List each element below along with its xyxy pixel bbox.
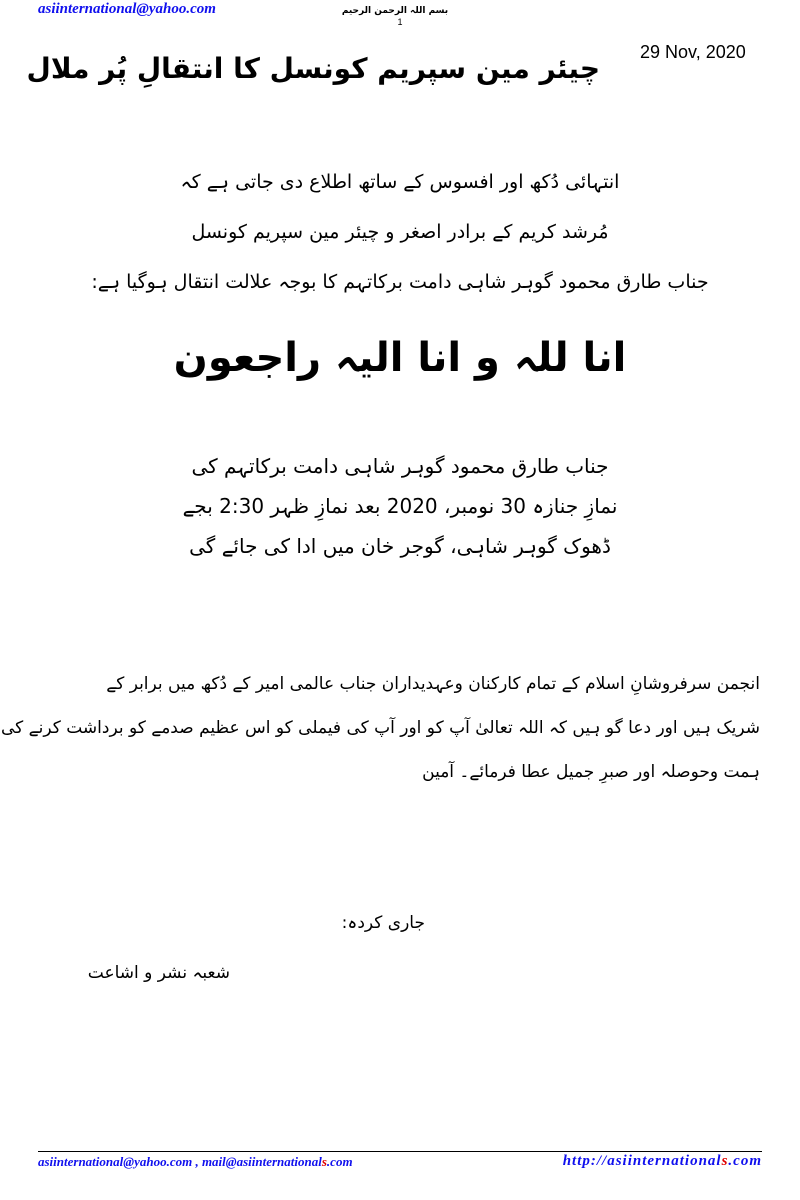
footer-emails[interactable] — [38, 1154, 353, 1170]
intro-line: انتہائی دُکھ اور افسوس کے ساتھ اطلاع دی جاتی ہے کہ — [180, 171, 620, 193]
funeral-line: جناب طارق محمود گوہر شاہی دامت برکاتہم کی — [191, 454, 609, 478]
issued-by: شعبہ نشر و اشاعت — [87, 963, 230, 983]
funeral-line: نمازِ جنازہ 30 نومبر، 2020 بعد نمازِ ظہر 2:30 بجے — [182, 494, 618, 518]
footer-divider — [38, 1151, 762, 1152]
page-number: 1 — [397, 17, 403, 27]
footer-emails-red: s — [321, 1154, 327, 1169]
bismillah: بسم اللہ الرحمن الرحیم — [341, 6, 449, 16]
intro-block — [0, 154, 800, 310]
funeral-block — [0, 446, 800, 566]
date: 29 Nov, 2020 — [640, 42, 746, 62]
footer-url-red: s — [721, 1153, 729, 1169]
condolence-line: انجمن سرفروشانِ اسلام کے تمام کارکنان وعہدیداران جناب عالمی امیر کے دُکھ میں برابر کے — [106, 674, 760, 694]
footer-url-text: http://asiinternational — [562, 1153, 722, 1169]
verse: انا للہ و انا الیہ راجعون — [173, 335, 627, 381]
intro-line: جناب طارق محمود گوہر شاہی دامت برکاتہم کا بوجہ علالت انتقال ہوگیا ہے: — [91, 271, 709, 293]
condolence-line: شریک ہیں اور دعا گو ہیں کہ اللہ تعالیٰ آپ کو اور آپ کی فیملی کو اس عظیم صدمے کو برداشت کرنے کی — [0, 718, 760, 738]
footer-url-suffix: .com — [728, 1153, 762, 1169]
condolence-paragraph — [0, 662, 760, 794]
footer-url[interactable] — [563, 1153, 762, 1170]
page-title: چیئر مین سپریم کونسل کا انتقالِ پُر ملال — [26, 52, 600, 85]
footer-emails-suffix: .com — [326, 1154, 353, 1169]
footer-emails-text: asiinternational@yahoo.com , mail@asiinternational — [38, 1154, 322, 1169]
intro-line: مُرشد کریم کے برادر اصغر و چیئر مین سپریم کونسل — [191, 221, 609, 243]
condolence-line: ہمت وحوصلہ اور صبرِ جمیل عطا فرمائے۔ آمین — [422, 762, 760, 782]
funeral-line: ڈھوک گوہر شاہی، گوجر خان میں ادا کی جائے گی — [189, 534, 611, 558]
header-email[interactable]: asiinternational@yahoo.com — [38, 1, 216, 17]
issued-by-label: جاری کردہ: — [341, 913, 425, 933]
